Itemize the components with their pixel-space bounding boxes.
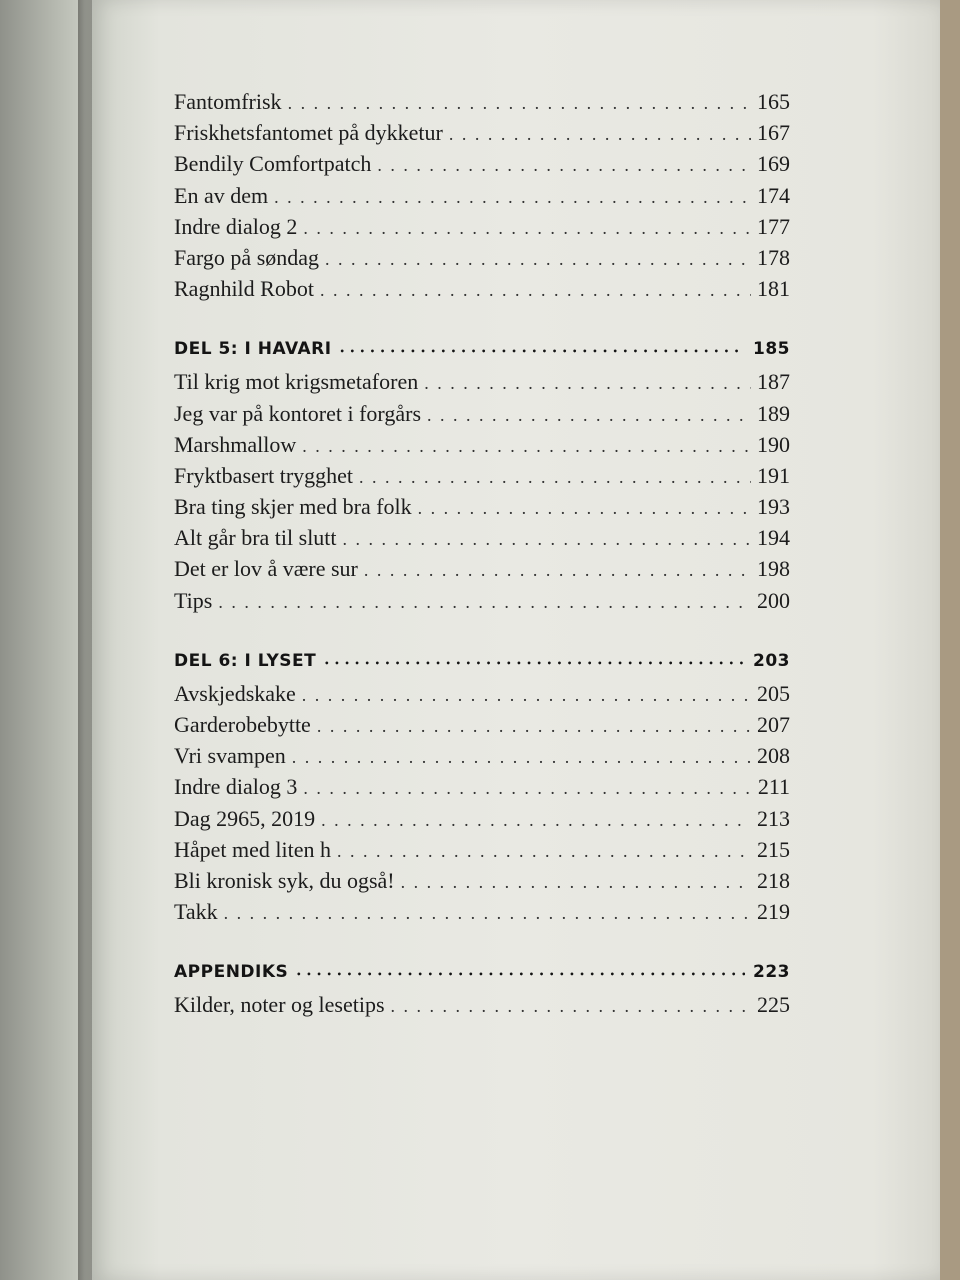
toc-entry (174, 553, 790, 584)
toc-entry-page: 211 (757, 774, 790, 800)
dot-leader (296, 955, 745, 992)
toc-entry-title: Det er lov å være sur (174, 556, 358, 582)
toc-entry-title: Fantomfrisk (174, 89, 282, 114)
toc-entry-title: Garderobebytte (174, 712, 311, 737)
toc-entry-page: 215 (757, 836, 790, 862)
toc-entry-title: Alt går bra til slutt (174, 525, 337, 551)
toc-entry-title: Takk (174, 899, 218, 925)
toc-entry-page: 193 (757, 494, 790, 520)
toc-entry (174, 273, 790, 304)
toc-entry-page: 213 (757, 805, 790, 831)
toc-entry-title: Jeg var på kontoret i forgårs (174, 400, 422, 426)
dot-leader (364, 555, 751, 586)
toc-entry (174, 491, 790, 522)
toc-entry (174, 429, 790, 460)
section-heading (174, 644, 790, 678)
toc-entry-title: Indre dialog 3 (174, 774, 298, 800)
toc-entry-page: 187 (757, 369, 790, 395)
toc-entry-page: 218 (757, 867, 790, 893)
section-heading (174, 332, 790, 366)
toc-entry-page: 194 (757, 525, 790, 551)
toc-entry-page: 198 (757, 556, 790, 582)
toc-group-part4 (174, 86, 790, 304)
toc-entry-page: 181 (757, 276, 790, 302)
dot-leader (401, 867, 751, 898)
toc-group-part6 (174, 644, 790, 928)
toc-entry-page: 167 (757, 120, 790, 146)
dot-leader (288, 88, 751, 119)
toc-entry-page: 174 (757, 182, 790, 208)
toc-entry-title: Vri svampen (174, 743, 286, 769)
toc-entry-page: 189 (757, 400, 790, 426)
dot-leader (302, 680, 751, 711)
toc-entry-title: Til krig mot krigsmetaforen (174, 369, 419, 395)
toc-entry (174, 211, 790, 242)
dot-leader (320, 275, 751, 306)
toc-entry (174, 117, 790, 148)
toc-entry (174, 709, 790, 740)
toc-entry-title: Tips (174, 587, 213, 613)
toc-entry-title: En av dem (174, 182, 269, 208)
dot-leader (321, 805, 751, 836)
toc-entry-page: 178 (757, 244, 790, 270)
toc-entry (174, 148, 790, 179)
section-heading (174, 955, 790, 989)
toc-entry (174, 865, 790, 896)
toc-group-part5 (174, 332, 790, 616)
toc-entry (174, 803, 790, 834)
dot-leader (303, 773, 751, 804)
dot-leader (303, 213, 751, 244)
toc-entry (174, 989, 790, 1020)
dot-leader (391, 991, 751, 1022)
dot-leader (218, 587, 751, 618)
toc-entry-page: 190 (757, 431, 790, 457)
section-heading-page: 203 (753, 650, 790, 671)
toc-entry (174, 740, 790, 771)
toc-entry-title: Dag 2965, 2019 (174, 805, 316, 831)
dot-leader (449, 119, 751, 150)
toc-entry-title: Avskjedskake (174, 680, 296, 706)
dot-leader (337, 836, 751, 867)
toc-entry-page: 169 (757, 151, 790, 177)
dot-leader (325, 244, 751, 275)
toc-entry-page: 191 (757, 462, 790, 488)
toc-entry-title: Bli kronisk syk, du også! (174, 867, 395, 893)
dot-leader (359, 462, 751, 493)
toc-entry-page: 177 (757, 213, 790, 239)
dot-leader (317, 711, 751, 742)
toc-entry-title: Ragnhild Robot (174, 276, 314, 302)
toc-entry-title: Marshmallow (174, 431, 297, 457)
toc-entry-title: Bendily Comfortpatch (174, 151, 372, 177)
toc-entry-page: 205 (757, 680, 790, 706)
toc-entry (174, 366, 790, 397)
toc-entry (174, 180, 790, 211)
dot-leader (292, 742, 751, 773)
toc-entry-page: 208 (757, 743, 790, 769)
toc-entry-page: 219 (757, 899, 790, 925)
dot-leader (340, 332, 745, 369)
toc-entry-title: Friskhetsfantomet på dykketur (174, 120, 443, 146)
toc-entry-page: 200 (757, 587, 790, 613)
toc-entry-title: Bra ting skjer med bra folk (174, 494, 412, 520)
section-heading-page: 223 (753, 962, 790, 983)
table-of-contents (174, 86, 790, 1021)
dot-leader (343, 524, 751, 555)
toc-entry (174, 585, 790, 616)
toc-entry-page: 225 (757, 992, 790, 1018)
section-heading-title: DEL 6: I LYSET (174, 650, 317, 671)
toc-entry-title: Fargo på søndag (174, 244, 320, 270)
section-heading-title: DEL 5: I HAVARI (174, 339, 332, 360)
toc-entry-page: 165 (757, 89, 790, 114)
toc-entry (174, 522, 790, 553)
toc-entry (174, 398, 790, 429)
toc-entry-title: Fryktbasert trygghet (174, 462, 354, 488)
dot-leader (424, 368, 751, 399)
book-page (92, 0, 940, 1280)
toc-entry-page: 207 (757, 712, 790, 737)
toc-group-appendix (174, 955, 790, 1020)
section-heading-title: APPENDIKS (174, 962, 289, 983)
toc-entry (174, 771, 790, 802)
dot-leader (427, 400, 751, 431)
dot-leader (224, 898, 751, 929)
toc-entry (174, 460, 790, 491)
toc-entry (174, 834, 790, 865)
dot-leader (324, 644, 745, 681)
dot-leader (302, 431, 751, 462)
toc-entry (174, 896, 790, 927)
section-heading-page: 185 (753, 339, 790, 360)
dot-leader (418, 493, 751, 524)
dot-leader (377, 150, 751, 181)
toc-entry-title: Indre dialog 2 (174, 213, 298, 239)
toc-entry-title: Håpet med liten h (174, 836, 332, 862)
toc-entry (174, 678, 790, 709)
toc-entry-title: Kilder, noter og lesetips (174, 992, 385, 1018)
dot-leader (274, 182, 751, 213)
toc-entry (174, 86, 790, 117)
toc-entry (174, 242, 790, 273)
